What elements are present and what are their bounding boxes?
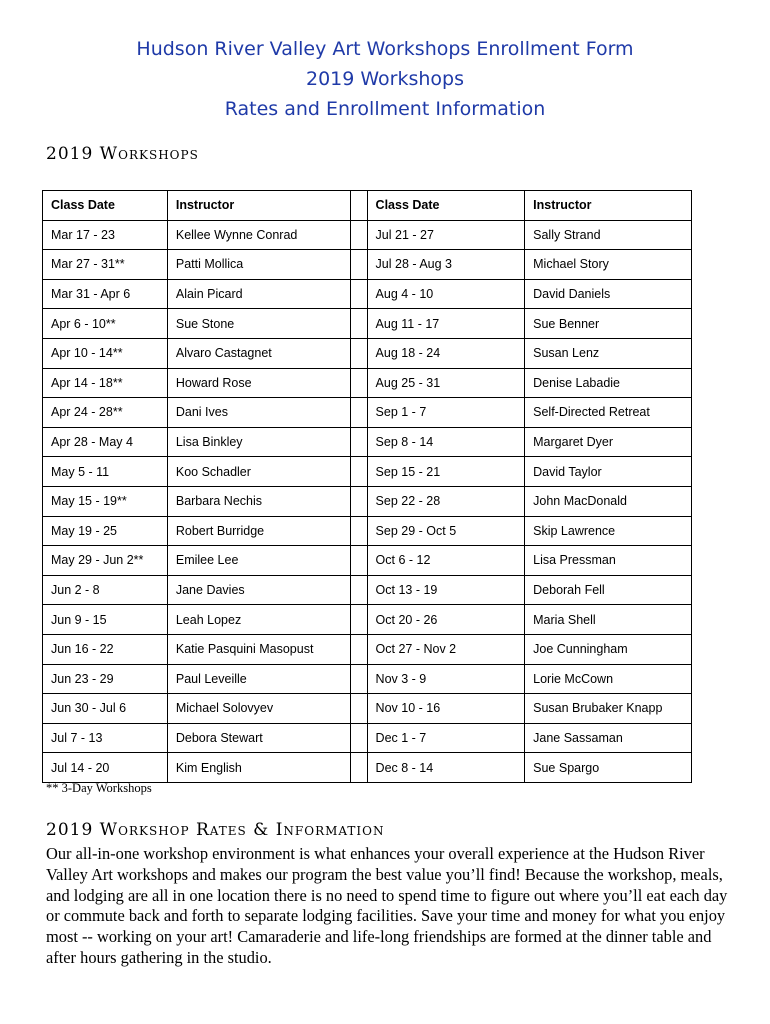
cell-class-date: Apr 14 - 18** [43,368,168,398]
column-gap [350,427,367,457]
cell-instructor: Lisa Binkley [167,427,350,457]
cell-class-date: Oct 13 - 19 [367,575,525,605]
column-gap [350,368,367,398]
cell-instructor: Kellee Wynne Conrad [167,220,350,250]
cell-class-date: Sep 1 - 7 [367,398,525,428]
column-gap [350,279,367,309]
cell-instructor: Alain Picard [167,279,350,309]
table-row [43,457,692,487]
cell-instructor: Katie Pasquini Masopust [167,634,350,664]
column-gap [350,723,367,753]
cell-instructor: David Taylor [525,457,692,487]
cell-class-date: Jul 14 - 20 [43,753,168,783]
column-gap [350,338,367,368]
table-row [43,279,692,309]
column-header-class-date: Class Date [367,191,525,221]
table-row [43,250,692,280]
cell-class-date: Sep 22 - 28 [367,486,525,516]
cell-class-date: Jun 16 - 22 [43,634,168,664]
cell-instructor: Michael Solovyev [167,694,350,724]
cell-instructor: Emilee Lee [167,546,350,576]
cell-class-date: Jul 7 - 13 [43,723,168,753]
cell-instructor: David Daniels [525,279,692,309]
table-row [43,309,692,339]
cell-instructor: Denise Labadie [525,368,692,398]
cell-class-date: May 19 - 25 [43,516,168,546]
cell-instructor: John MacDonald [525,486,692,516]
table-row [43,575,692,605]
cell-instructor: Jane Davies [167,575,350,605]
cell-class-date: Apr 24 - 28** [43,398,168,428]
cell-class-date: May 29 - Jun 2** [43,546,168,576]
cell-instructor: Maria Shell [525,605,692,635]
column-gap [350,546,367,576]
column-gap [350,457,367,487]
column-header-instructor: Instructor [167,191,350,221]
column-gap [350,694,367,724]
cell-class-date: Jun 2 - 8 [43,575,168,605]
cell-class-date: Sep 8 - 14 [367,427,525,457]
table-row [43,338,692,368]
cell-class-date: Aug 25 - 31 [367,368,525,398]
column-gap [350,605,367,635]
workshop-schedule-table [42,190,692,783]
table-row [43,398,692,428]
cell-class-date: Jun 30 - Jul 6 [43,694,168,724]
cell-instructor: Michael Story [525,250,692,280]
cell-class-date: Oct 6 - 12 [367,546,525,576]
table-row [43,368,692,398]
cell-class-date: Apr 6 - 10** [43,309,168,339]
workshops-heading: 2019 Workshops [46,144,199,164]
cell-class-date: Mar 27 - 31** [43,250,168,280]
table-header-row [43,191,692,221]
cell-class-date: Jul 28 - Aug 3 [367,250,525,280]
cell-instructor: Patti Mollica [167,250,350,280]
rates-info-paragraph: Our all-in-one workshop environment is what enhances your overall experience at the Hudson River Valley Art workshops and makes our program the best value you’ll find! Because the workshop, meals, and lodging are all in one location there is no need to spend time to figure out where you’ll eat each day or commute back and forth to separate lodging facilities. Save your time and money for what you enjoy most -- working on your art! Camaraderie and life-long friendships are formed at the dinner table and after hours gathering in the studio. [46,844,728,967]
cell-class-date: Oct 27 - Nov 2 [367,634,525,664]
cell-class-date: Aug 18 - 24 [367,338,525,368]
cell-instructor: Sue Spargo [525,753,692,783]
cell-instructor: Self-Directed Retreat [525,398,692,428]
table-row [43,634,692,664]
cell-class-date: Aug 11 - 17 [367,309,525,339]
cell-class-date: Oct 20 - 26 [367,605,525,635]
cell-instructor: Sue Benner [525,309,692,339]
cell-instructor: Debora Stewart [167,723,350,753]
column-gap [350,191,367,221]
column-gap [350,516,367,546]
cell-class-date: Sep 15 - 21 [367,457,525,487]
title-line-1: Hudson River Valley Art Workshops Enrollment Form [136,38,634,60]
rates-heading: 2019 Workshop Rates & Information [46,820,385,840]
cell-instructor: Alvaro Castagnet [167,338,350,368]
cell-class-date: Mar 17 - 23 [43,220,168,250]
cell-instructor: Paul Leveille [167,664,350,694]
cell-instructor: Deborah Fell [525,575,692,605]
column-gap [350,398,367,428]
cell-instructor: Kim English [167,753,350,783]
title-line-3: Rates and Enrollment Information [224,98,546,120]
column-gap [350,753,367,783]
cell-instructor: Skip Lawrence [525,516,692,546]
title-line-2: 2019 Workshops [305,68,465,90]
cell-class-date: Mar 31 - Apr 6 [43,279,168,309]
column-gap [350,309,367,339]
column-gap [350,486,367,516]
cell-class-date: Nov 10 - 16 [367,694,525,724]
cell-instructor: Jane Sassaman [525,723,692,753]
cell-instructor: Barbara Nechis [167,486,350,516]
table-row [43,546,692,576]
cell-instructor: Sue Stone [167,309,350,339]
column-header-instructor: Instructor [525,191,692,221]
cell-instructor: Dani Ives [167,398,350,428]
cell-instructor: Joe Cunningham [525,634,692,664]
column-gap [350,250,367,280]
table-row [43,664,692,694]
cell-class-date: Jun 9 - 15 [43,605,168,635]
table-row [43,516,692,546]
cell-class-date: May 15 - 19** [43,486,168,516]
table-row [43,427,692,457]
cell-class-date: Dec 1 - 7 [367,723,525,753]
table-row [43,694,692,724]
cell-class-date: Aug 4 - 10 [367,279,525,309]
column-gap [350,575,367,605]
table-row [43,753,692,783]
table-body [43,220,692,782]
cell-instructor: Robert Burridge [167,516,350,546]
cell-class-date: Apr 10 - 14** [43,338,168,368]
cell-class-date: May 5 - 11 [43,457,168,487]
cell-class-date: Jul 21 - 27 [367,220,525,250]
cell-instructor: Lisa Pressman [525,546,692,576]
cell-instructor: Margaret Dyer [525,427,692,457]
cell-class-date: Jun 23 - 29 [43,664,168,694]
cell-instructor: Susan Lenz [525,338,692,368]
column-gap [350,634,367,664]
cell-class-date: Apr 28 - May 4 [43,427,168,457]
document-title [0,34,770,124]
cell-class-date: Dec 8 - 14 [367,753,525,783]
cell-instructor: Koo Schadler [167,457,350,487]
column-gap [350,664,367,694]
cell-instructor: Howard Rose [167,368,350,398]
table-row [43,220,692,250]
cell-class-date: Sep 29 - Oct 5 [367,516,525,546]
table-row [43,723,692,753]
column-gap [350,220,367,250]
cell-instructor: Leah Lopez [167,605,350,635]
cell-instructor: Sally Strand [525,220,692,250]
table-row [43,486,692,516]
cell-class-date: Nov 3 - 9 [367,664,525,694]
cell-instructor: Susan Brubaker Knapp [525,694,692,724]
footnote-3-day: ** 3-Day Workshops [46,781,152,795]
table-row [43,605,692,635]
cell-instructor: Lorie McCown [525,664,692,694]
column-header-class-date: Class Date [43,191,168,221]
